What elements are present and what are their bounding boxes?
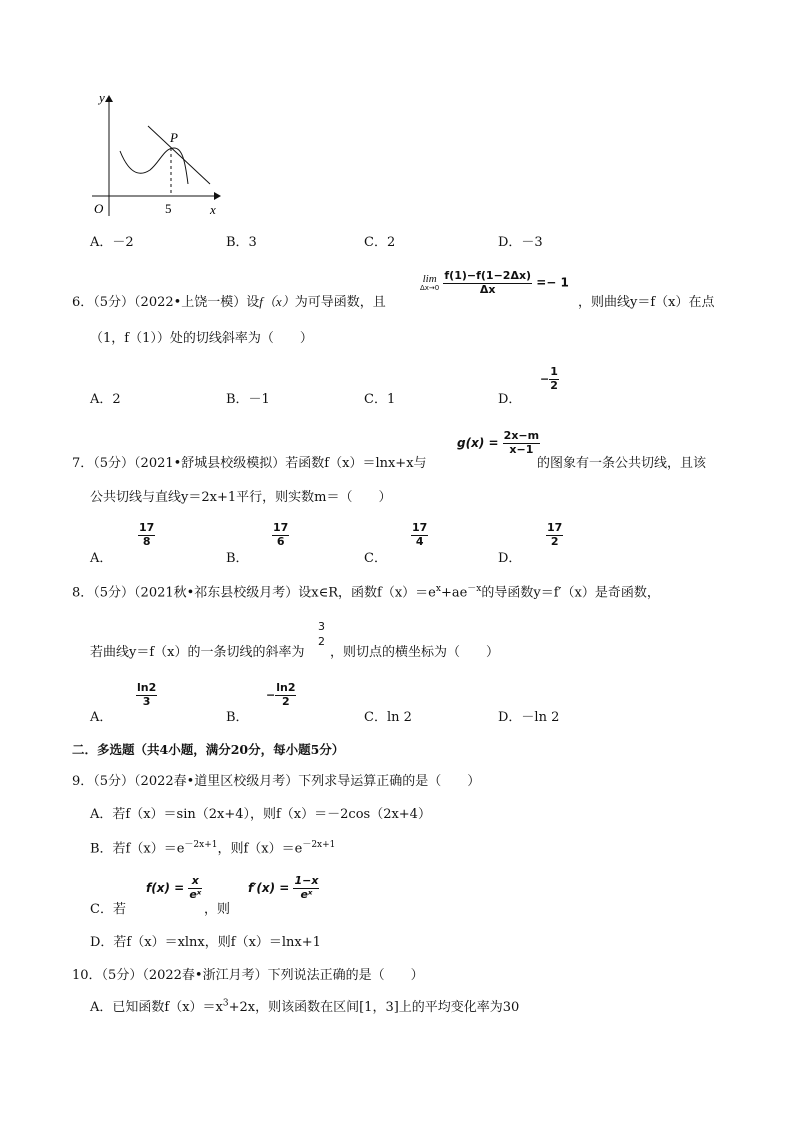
- tangent-line: [148, 126, 210, 184]
- q9-c-fp-den: eˣ: [300, 887, 313, 901]
- q6-d-den: 2: [550, 378, 558, 392]
- q5-option-d[interactable]: D．－3: [498, 235, 543, 250]
- q7-g-num: 2x−m: [503, 429, 540, 442]
- q9-b-mid: ，则f（x）＝e: [217, 841, 303, 857]
- q7-b-den: 6: [276, 534, 285, 548]
- q6-lim-sub: Δx→0: [420, 284, 440, 293]
- q6-option-d-value: [540, 366, 559, 392]
- q8-option-a[interactable]: A．: [90, 710, 113, 725]
- q7-stem: [72, 452, 427, 471]
- q8-option-c[interactable]: C．ln 2: [364, 710, 412, 725]
- tick-label: 5: [165, 201, 172, 216]
- origin-label: O: [94, 201, 104, 216]
- q9-option-a[interactable]: A．若f（x）＝sin（2x+4），则f（x）＝－2cos（2x+4）: [90, 807, 431, 822]
- q7-c-den: 4: [415, 534, 424, 548]
- x-label: x: [210, 202, 216, 217]
- q7-a-den: 8: [142, 534, 151, 548]
- function-graph: [88, 86, 228, 218]
- q7-b-num: 17: [273, 521, 289, 534]
- q6-option-d[interactable]: D．: [498, 392, 522, 407]
- q5-option-b[interactable]: B．3: [226, 235, 257, 250]
- q6-fx: f（x）: [259, 294, 295, 309]
- q7-stem-end: 的图象有一条公共切线，且该: [537, 456, 707, 471]
- q8-a-num: ln2: [137, 681, 157, 694]
- q8-line2-a: 若曲线y＝f（x）的一条切线的斜率为: [90, 645, 305, 660]
- q9-c-fp-num: 1−x: [294, 874, 319, 887]
- q9-option-c-letter[interactable]: C．若: [90, 902, 126, 917]
- q7-f-def: f（x）＝lnx+x: [324, 456, 414, 471]
- q6-limit-fraction: [443, 270, 532, 296]
- q8-stem-c: 的导函数y＝f′（x）是奇函数，: [481, 585, 660, 601]
- q7-with: 与: [413, 456, 427, 471]
- q9-b-pre: B．若f（x）＝e: [90, 841, 185, 857]
- q8-b-value: [266, 682, 296, 708]
- q9-c-f: [146, 875, 202, 901]
- point-label: P: [170, 130, 178, 145]
- q10-stem: 10．（5分）（2022春•浙江月考）下列说法正确的是（ ）: [72, 968, 424, 983]
- q8-a-frac: [136, 682, 157, 708]
- y-label: y: [99, 90, 105, 105]
- q6-stem-mid: 为可导函数，且: [294, 295, 386, 310]
- q9-stem: 9．（5分）（2022春•道里区校级月考）下列求导运算正确的是（ ）: [72, 774, 481, 789]
- q8-slope-frac: [318, 620, 325, 650]
- q8-b-sign: −: [266, 688, 276, 702]
- q8-b-num: ln2: [276, 681, 296, 694]
- q7-c-frac: [411, 522, 428, 548]
- section-title: 二．多选题（共4小题，满分20分，每小题5分）: [72, 742, 345, 757]
- q10-a-sup: 3: [222, 998, 229, 1009]
- q9-c-f-label: f(x) =: [146, 881, 185, 896]
- q6-line2: （1，f（1））处的切线斜率为（ ）: [90, 331, 313, 346]
- q6-stem: [72, 291, 386, 310]
- q7-option-b[interactable]: B．: [226, 551, 249, 566]
- q7-option-d[interactable]: D．: [498, 551, 522, 566]
- q6-d-num: 1: [550, 365, 558, 378]
- q6-stem-prefix: 6．（5分）（2022•上饶一模）设: [72, 295, 260, 310]
- q7-b-frac: [272, 522, 289, 548]
- q9-c-fp-label: f′(x) =: [248, 881, 290, 896]
- q7-g-label: g(x) =: [457, 436, 499, 451]
- q10-option-a[interactable]: [90, 996, 519, 1015]
- q7-d-den: 2: [550, 534, 559, 548]
- q6-option-b[interactable]: B．－1: [226, 392, 270, 407]
- q7-d-num: 17: [547, 521, 563, 534]
- q9-c-then: ，则: [204, 902, 231, 917]
- q10-a-post: +2x，则该函数在区间[1，3]上的平均变化率为30: [228, 1000, 520, 1015]
- q10-a-pre: A．已知函数f（x）＝x: [90, 1000, 223, 1015]
- q7-g-den: x−1: [509, 442, 534, 456]
- q9-c-f-num: x: [188, 875, 202, 889]
- q6-d-sign: −: [540, 372, 550, 386]
- q8-slope-num: 3: [318, 620, 325, 633]
- q7-option-a[interactable]: A．: [90, 551, 113, 566]
- q7-c-num: 17: [412, 521, 428, 534]
- q9-c-f-den: eˣ: [189, 887, 202, 901]
- q5-option-a[interactable]: A．－2: [90, 235, 134, 250]
- q6-stem-end: ，则曲线y＝f（x）在点: [578, 295, 715, 310]
- q7-option-c[interactable]: C．: [364, 551, 387, 566]
- q7-a-num: 17: [139, 521, 155, 534]
- q9-b-sup2: －2x+1: [302, 840, 336, 850]
- q7-line2: 公共切线与直线y＝2x+1平行，则实数m＝（ ）: [90, 490, 392, 505]
- q6-frac-den: Δx: [479, 282, 496, 296]
- q8-option-b[interactable]: B．: [226, 710, 249, 725]
- q6-lim: lim: [422, 273, 437, 286]
- q8-slope-den: 2: [318, 634, 325, 648]
- q8-a-den: 3: [142, 694, 151, 708]
- q6-eq: =− 1: [536, 275, 569, 290]
- q8-stem: [72, 581, 660, 600]
- q8-sup2: －x: [467, 584, 482, 594]
- q9-option-b[interactable]: [90, 837, 335, 856]
- q7-g-expr: [457, 430, 540, 456]
- q7-stem-prefix: 7．（5分）（2021•舒城县校级模拟）若函数: [72, 456, 325, 471]
- q6-option-a[interactable]: A．2: [90, 392, 121, 407]
- q9-b-sup1: －2x+1: [184, 840, 218, 850]
- q8-b-den: 2: [282, 694, 290, 708]
- q8-stem-b: +ae: [440, 585, 468, 601]
- q6-frac-num: f(1)−f(1−2Δx): [444, 269, 532, 282]
- q8-stem-a: 8．（5分）（2021秋•祁东县校级月考）设x∈R，函数f（x）＝e: [72, 585, 436, 601]
- q8-line2-b: ，则切点的横坐标为（ ）: [330, 645, 500, 660]
- q8-option-d[interactable]: D．－ln 2: [498, 710, 560, 725]
- q9-c-fp: [248, 875, 319, 901]
- q6-option-c[interactable]: C．1: [364, 392, 396, 407]
- q7-d-frac: [546, 522, 563, 548]
- q9-option-d[interactable]: D．若f（x）＝xlnx，则f（x）＝lnx+1: [90, 935, 321, 950]
- q6-limit-expr: [420, 270, 569, 296]
- q8-sup1: x: [435, 584, 441, 594]
- q7-a-frac: [138, 522, 155, 548]
- q5-option-c[interactable]: C．2: [364, 235, 396, 250]
